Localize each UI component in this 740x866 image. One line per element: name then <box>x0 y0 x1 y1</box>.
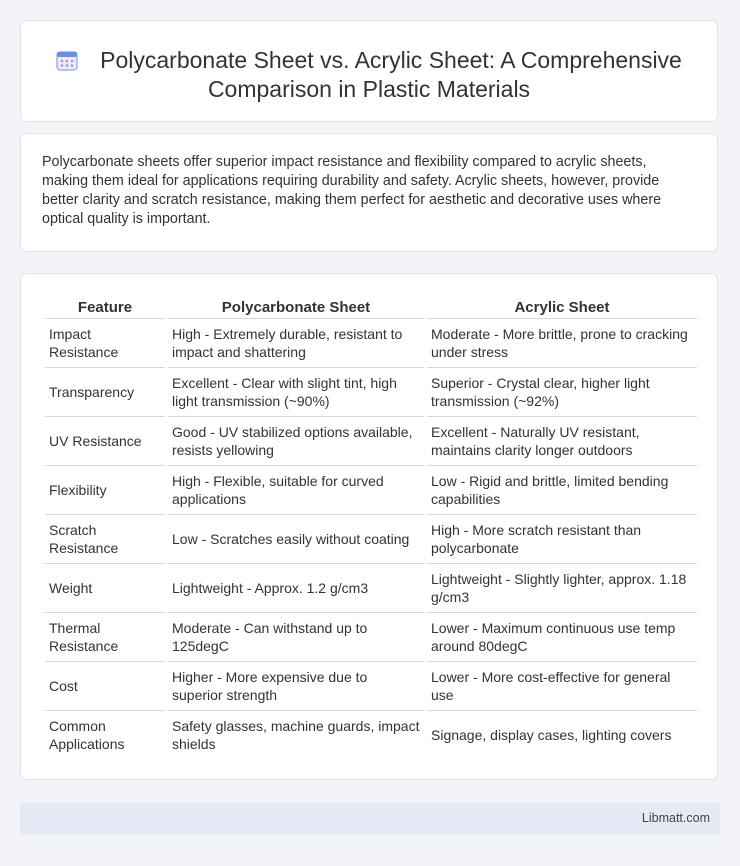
footer-brand-link[interactable]: Libmatt.com <box>641 811 710 825</box>
page-title: Polycarbonate Sheet vs. Acrylic Sheet: A Comprehensive Comparison in Plastic Materials <box>100 47 682 102</box>
table-row <box>45 368 697 417</box>
table-row <box>45 466 697 515</box>
table-header-row <box>45 296 697 319</box>
table-row <box>45 711 697 759</box>
polycarbonate-cell: Good - UV stabilized options available, resists yellowing <box>168 417 424 466</box>
feature-cell: Common Applications <box>49 718 125 752</box>
acrylic-cell: Signage, display cases, lighting covers <box>431 727 672 743</box>
feature-cell: Impact Resistance <box>45 319 165 368</box>
feature-cell: Scratch Resistance <box>45 515 165 564</box>
table-row <box>45 662 697 711</box>
summary-card <box>20 133 718 252</box>
title-card <box>20 20 718 122</box>
acrylic-cell: High - More scratch resistant than polycarbonate <box>427 515 697 564</box>
footer-bar <box>20 802 720 835</box>
feature-cell: Transparency <box>45 368 165 417</box>
table-row <box>45 564 697 613</box>
header-polycarbonate: Polycarbonate Sheet <box>168 296 424 319</box>
feature-cell: UV Resistance <box>45 417 165 466</box>
polycarbonate-cell: Higher - More expensive due to superior strength <box>168 662 424 711</box>
feature-cell: Flexibility <box>45 466 165 515</box>
polycarbonate-cell: Lightweight - Approx. 1.2 g/cm3 <box>168 564 424 613</box>
table-row <box>45 319 697 368</box>
acrylic-cell: Excellent - Naturally UV resistant, maintains clarity longer outdoors <box>427 417 697 466</box>
calendar-icon <box>56 49 78 71</box>
acrylic-cell: Superior - Crystal clear, higher light transmission (~92%) <box>427 368 697 417</box>
feature-cell: Cost <box>45 662 165 711</box>
summary-text: Polycarbonate sheets offer superior impact resistance and flexibility compared to acrylic sheets, making them ideal for applications requiring durability and safety. Acrylic sheets, however, provide better clarity and scratch resistance, making them perfect for aesthetic and decorative uses where optical quality is important. <box>42 154 662 227</box>
polycarbonate-cell: High - Extremely durable, resistant to impact and shattering <box>168 319 424 368</box>
acrylic-cell: Lower - More cost-effective for general use <box>427 662 697 711</box>
acrylic-cell: Lower - Maximum continuous use temp around 80degC <box>427 613 697 662</box>
acrylic-cell: Low - Rigid and brittle, limited bending capabilities <box>427 466 697 515</box>
header-feature: Feature <box>45 296 165 319</box>
polycarbonate-cell: High - Flexible, suitable for curved applications <box>168 466 424 515</box>
acrylic-cell: Moderate - More brittle, prone to cracking under stress <box>427 319 697 368</box>
table-card <box>20 273 718 780</box>
table-row <box>45 515 697 564</box>
feature-cell: Thermal Resistance <box>45 613 165 662</box>
polycarbonate-cell: Low - Scratches easily without coating <box>168 515 424 564</box>
polycarbonate-cell: Safety glasses, machine guards, impact shields <box>172 718 420 752</box>
comparison-table <box>42 296 700 759</box>
feature-cell: Weight <box>45 564 165 613</box>
table-row <box>45 613 697 662</box>
polycarbonate-cell: Moderate - Can withstand up to 125degC <box>168 613 424 662</box>
page-title-wrap <box>21 46 717 104</box>
acrylic-cell: Lightweight - Slightly lighter, approx. 1.18 g/cm3 <box>427 564 697 613</box>
header-acrylic: Acrylic Sheet <box>427 296 697 319</box>
polycarbonate-cell: Excellent - Clear with slight tint, high light transmission (~90%) <box>168 368 424 417</box>
table-row <box>45 417 697 466</box>
